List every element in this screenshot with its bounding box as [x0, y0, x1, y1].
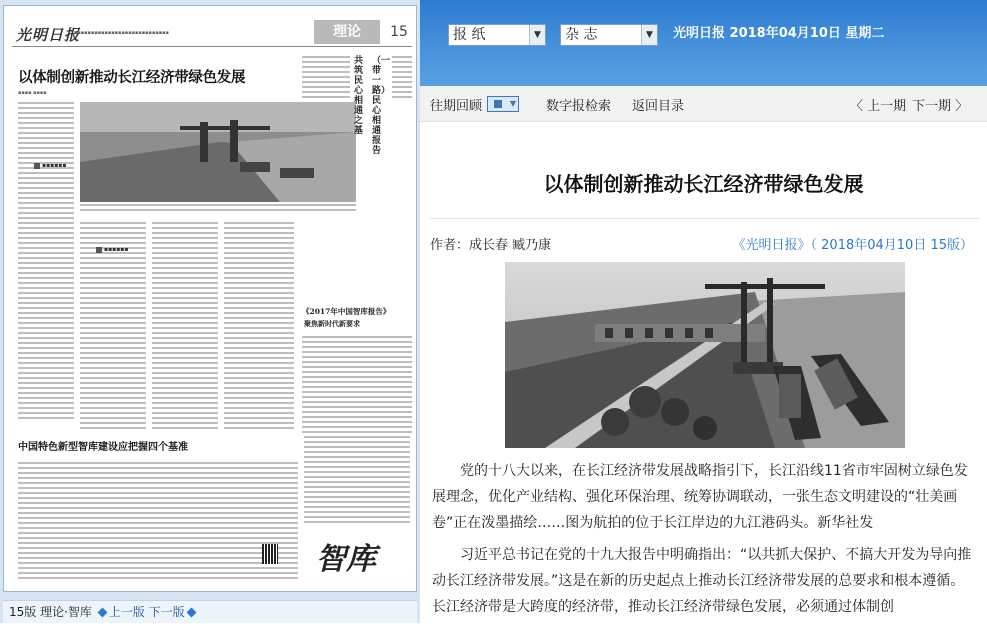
page-thumbnail-panel — [0, 0, 420, 623]
diamond-icon — [97, 607, 107, 617]
chevron-right-icon: 〉 — [951, 99, 969, 114]
top-toolbar — [420, 0, 987, 86]
report-article-title[interactable]: 《2017年中国智库报告》 — [302, 307, 391, 316]
footer-section-label: 理论·智库 — [40, 605, 92, 619]
article-reader-panel — [420, 0, 987, 623]
digital-search-link[interactable]: 数字报检索 — [546, 99, 612, 114]
footer-page-label: 15版 — [9, 605, 37, 619]
masthead-info: ▪▪▪▪▪▪▪▪▪▪▪▪▪▪▪▪▪▪▪▪▪▪▪▪▪▪▪▪ — [74, 30, 169, 36]
second-article-text — [18, 462, 298, 582]
article-photo — [505, 262, 905, 448]
masthead-logo: 光明日报 — [16, 26, 81, 44]
thumbnail-caption-lines — [80, 204, 356, 216]
back-to-index-link[interactable]: 返回目录 — [632, 99, 685, 114]
side-article-title[interactable]: 共筑民心相通之基 — [354, 56, 364, 136]
title-divider — [430, 218, 980, 219]
article-author: 作者：成长春 臧乃康 — [430, 238, 552, 253]
paper-date: 光明日报 2018年04月10日 星期二 — [673, 26, 885, 41]
lead-subhead-2: ▪▪▪▪▪▪ — [96, 246, 128, 253]
page-number: 15 — [390, 24, 408, 40]
magazine-select[interactable] — [560, 24, 658, 46]
body-column-2 — [152, 222, 218, 432]
next-issue-label: 下一期 — [912, 99, 952, 114]
article-body — [432, 458, 977, 626]
report-text-column — [302, 336, 412, 436]
article-paragraph: 党的十八大以来，在长江经济带发展战略指引下，长江沿线11省市牢固树立绿色发展理念，优化产业结构、强化环保治理、统筹协调联动，一张生态文明建设的“壮美画卷”正在泼墨描绘……图为航拍的位于长江岸边的九江港码头。新华社发 — [432, 463, 968, 531]
newspaper-select-value: 报 纸 — [453, 27, 486, 43]
port-photo — [505, 262, 905, 448]
article-source[interactable]: 《光明日报》（ 2018年04月10日 15版） — [732, 238, 973, 253]
port-photo-thumbnail — [80, 102, 356, 202]
article-paragraph: 习近平总书记在党的十九大报告中明确指出：“以共抓大保护、不搞大开发为导向推动长江经济带发展。”这是在新的历史起点上推动长江经济带发展的总要求和根本遵循。长江经济带是大跨度的经济带，推动长江经济带绿色发展，必须通过体制创 — [432, 547, 972, 615]
prev-issue-label: 上一期 — [867, 99, 907, 114]
zhiku-section-logo: 智库 — [316, 542, 376, 577]
magazine-select-value: 杂 志 — [565, 27, 598, 43]
back-issues-link[interactable]: 往期回顾 — [430, 99, 483, 114]
chevron-down-icon: ▼ — [641, 25, 657, 45]
report-article-subtitle[interactable]: 聚焦新时代新要求 — [304, 319, 360, 328]
calendar-icon[interactable]: ▼ — [487, 96, 519, 112]
far-right-text-column — [392, 56, 412, 101]
second-article-headline[interactable]: 中国特色新型智库建设应把握四个基准 — [18, 442, 188, 453]
page-footer-nav — [3, 600, 417, 623]
diamond-icon — [186, 607, 196, 617]
lead-article-headline[interactable]: 以体制创新推动长江经济带绿色发展 — [18, 69, 246, 86]
body-column-3 — [224, 222, 294, 432]
lead-subhead-1: ▪▪▪▪▪▪ — [34, 162, 66, 169]
prev-page-link[interactable]: 上一版 — [108, 605, 145, 619]
article-title: 以体制创新推动长江经济带绿色发展 — [543, 172, 864, 196]
section-tab: 理论 — [314, 20, 380, 44]
newspaper-page-thumbnail[interactable] — [3, 5, 417, 592]
right-text-column — [302, 56, 350, 101]
qr-code-icon — [262, 544, 278, 564]
thumbnail-photo[interactable] — [80, 102, 356, 202]
side-article-subtitle[interactable]: （一带一路）民心相通报告 — [372, 56, 391, 156]
bottom-right-text — [304, 436, 410, 526]
lead-text-column — [18, 102, 74, 422]
next-issue-link[interactable] — [912, 95, 968, 114]
chevron-down-icon: ▼ — [529, 25, 545, 45]
next-page-link[interactable]: 下一版 — [148, 605, 185, 619]
masthead-rule — [12, 46, 412, 47]
newspaper-select[interactable] — [448, 24, 546, 46]
prev-issue-link[interactable] — [850, 95, 906, 114]
issue-nav-bar — [420, 86, 987, 122]
body-column-1 — [80, 222, 146, 432]
chevron-left-icon: 〈 — [850, 99, 868, 114]
lead-byline-bar: ▪▪▪▪ ▪▪▪▪ — [18, 90, 47, 96]
